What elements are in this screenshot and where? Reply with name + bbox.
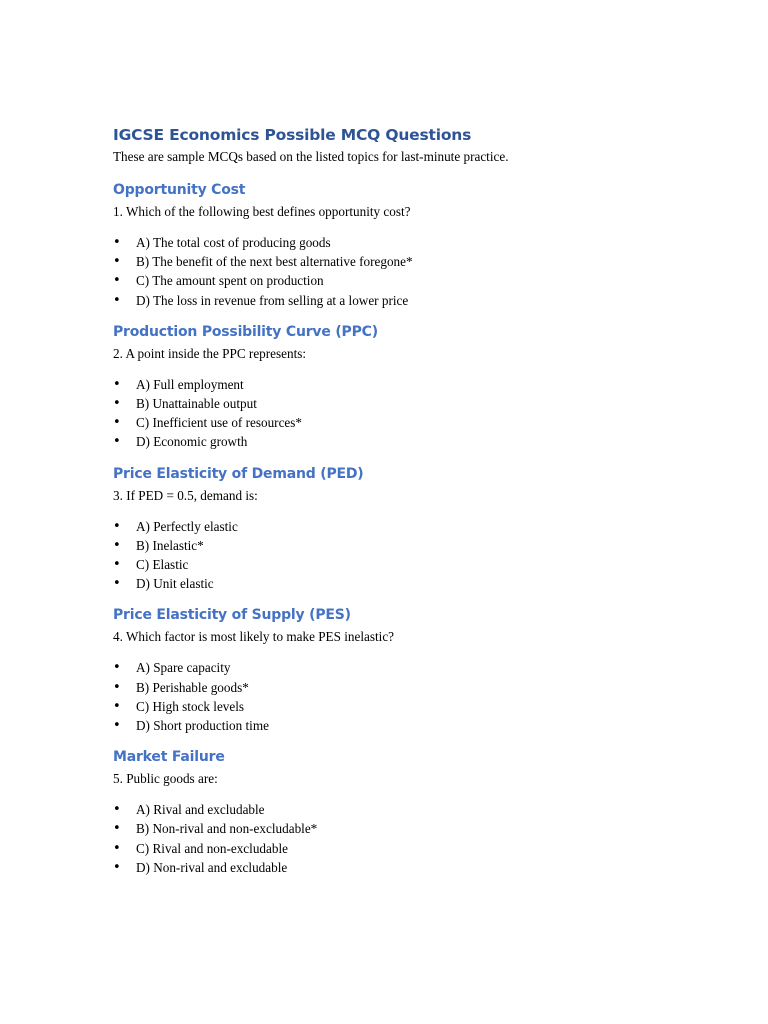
option-text: C) Inefficient use of resources* xyxy=(136,415,303,431)
bullet-icon: • xyxy=(113,537,121,553)
bullet-icon: • xyxy=(113,518,121,534)
document-title: IGCSE Economics Possible MCQ Questions xyxy=(113,126,472,144)
bullet-icon: • xyxy=(113,396,121,412)
question-text: 1. Which of the following best defines opportunity cost? xyxy=(113,204,411,219)
option-text: A) Spare capacity xyxy=(136,660,231,676)
options-list xyxy=(113,375,713,452)
option-text: B) Perishable goods* xyxy=(136,679,249,695)
option-text: A) The total cost of producing goods xyxy=(136,235,331,250)
option-item xyxy=(113,697,713,716)
section-opportunity-cost xyxy=(113,179,713,310)
option-item xyxy=(113,536,713,555)
option-item xyxy=(113,432,713,451)
option-text: D) Non-rival and excludable xyxy=(136,859,288,875)
document-intro: These are sample MCQs based on the listed topics for last-minute practice. xyxy=(113,149,509,164)
section-heading: Production Possibility Curve (PPC) xyxy=(113,323,378,340)
option-text: D) Economic growth xyxy=(136,434,248,450)
option-text: B) Inelastic* xyxy=(136,537,204,553)
options-list xyxy=(113,517,713,594)
bullet-icon: • xyxy=(113,660,121,676)
option-text: D) Unit elastic xyxy=(136,576,214,592)
bullet-icon: • xyxy=(113,679,121,695)
option-text: C) High stock levels xyxy=(136,698,245,714)
bullet-icon: • xyxy=(113,254,121,270)
option-text: B) Unattainable output xyxy=(136,396,257,412)
section-heading: Price Elasticity of Demand (PED) xyxy=(113,465,364,482)
option-item xyxy=(113,800,713,819)
option-text: A) Full employment xyxy=(136,376,244,392)
section-market-failure xyxy=(113,746,713,877)
document-page xyxy=(113,124,713,877)
bullet-icon: • xyxy=(113,557,121,573)
option-text: D) Short production time xyxy=(136,718,269,734)
section-ped xyxy=(113,463,713,594)
options-list xyxy=(113,233,713,310)
bullet-icon: • xyxy=(113,376,121,392)
option-text: B) The benefit of the next best alternative foregone* xyxy=(136,254,413,270)
option-item xyxy=(113,716,713,735)
option-item xyxy=(113,233,713,252)
bullet-icon: • xyxy=(113,273,121,289)
option-item xyxy=(113,819,713,838)
bullet-icon: • xyxy=(113,698,121,714)
option-text: A) Perfectly elastic xyxy=(136,518,238,534)
section-pes xyxy=(113,604,713,735)
option-item xyxy=(113,413,713,432)
option-item xyxy=(113,271,713,290)
option-text: C) Elastic xyxy=(136,557,189,573)
option-item xyxy=(113,574,713,593)
question-text: 3. If PED = 0.5, demand is: xyxy=(113,487,258,503)
section-ppc xyxy=(113,321,713,452)
bullet-icon: • xyxy=(113,718,121,734)
option-item xyxy=(113,517,713,536)
option-item xyxy=(113,394,713,413)
option-item xyxy=(113,839,713,858)
option-item xyxy=(113,678,713,697)
option-item xyxy=(113,858,713,877)
option-text: C) Rival and non-excludable xyxy=(136,840,288,856)
options-list xyxy=(113,800,713,877)
option-text: C) The amount spent on production xyxy=(136,273,324,289)
question-text: 5. Public goods are: xyxy=(113,771,218,787)
bullet-icon: • xyxy=(113,434,121,450)
section-heading: Market Failure xyxy=(113,749,225,766)
bullet-icon: • xyxy=(113,292,121,308)
options-list xyxy=(113,658,713,735)
bullet-icon: • xyxy=(113,415,121,431)
question-text: 2. A point inside the PPC represents: xyxy=(113,345,307,361)
bullet-icon: • xyxy=(113,840,121,856)
option-item xyxy=(113,658,713,677)
bullet-icon: • xyxy=(113,821,121,837)
section-heading: Price Elasticity of Supply (PES) xyxy=(113,607,351,624)
option-text: D) The loss in revenue from selling at a lower price xyxy=(136,292,409,308)
option-item xyxy=(113,375,713,394)
option-item xyxy=(113,252,713,271)
bullet-icon: • xyxy=(113,235,121,250)
option-text: A) Rival and excludable xyxy=(136,802,265,818)
option-text: B) Non-rival and non-excludable* xyxy=(136,821,318,837)
bullet-icon: • xyxy=(113,802,121,818)
option-item xyxy=(113,291,713,310)
section-heading: Opportunity Cost xyxy=(113,182,246,198)
bullet-icon: • xyxy=(113,576,121,592)
option-item xyxy=(113,555,713,574)
question-text: 4. Which factor is most likely to make PES inelastic? xyxy=(113,629,395,645)
bullet-icon: • xyxy=(113,859,121,875)
